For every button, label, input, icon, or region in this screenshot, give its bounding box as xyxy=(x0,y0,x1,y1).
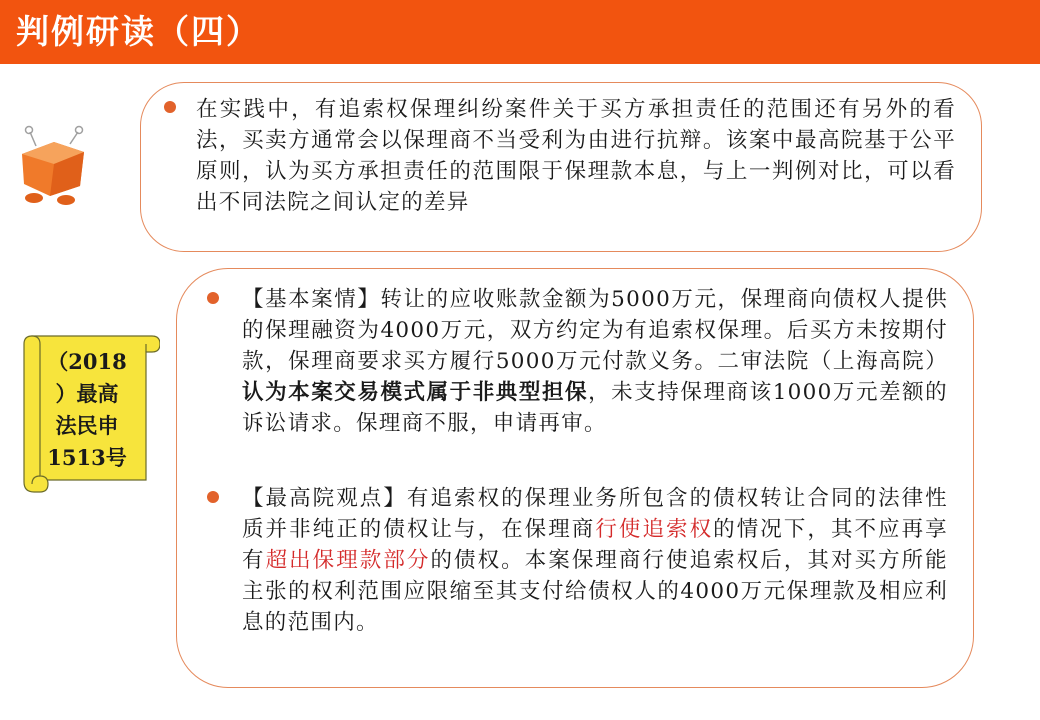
case-label-line: 法民申 xyxy=(55,413,119,438)
orange-box-mascot-icon xyxy=(14,124,96,206)
title-bar xyxy=(0,0,1040,64)
case-facts-text xyxy=(242,284,948,439)
facts-part2: ，未支持保理商该1000万元差额的诉讼请求。保理商不服，申请再审。 xyxy=(242,380,948,436)
opinion-part2: 的情况下，其不应再享有 xyxy=(242,517,948,573)
facts-part1: 【基本案情】转让的应收账款金额为5000万元，保理商向债权人提供的保理融资为4000万元，双方约定为有追索权保理。后买方未按期付款，保理商要求买方履行5000万元付款义务。二审法院（上海高院） xyxy=(242,287,948,374)
bullet-dot xyxy=(207,292,219,304)
intro-text: 在实践中，有追索权保理纠纷案件关于买方承担责任的范围还有另外的看法，买卖方通常会以保理商不当受利为由进行抗辩。该案中最高院基于公平原则，认为买方承担责任的范围限于保理款本息，与上一判例对比，可以看出不同法院之间认定的差异 xyxy=(196,97,956,215)
facts-bold: 认为本案交易模式属于非典型担保 xyxy=(242,380,589,405)
bullet-dot xyxy=(164,101,176,113)
case-label-line: 1513号 xyxy=(47,445,127,470)
opinion-part3: 的债权。本案保理商行使追索权后，其对买方所能主张的权利范围应限缩至其支付给债权人的4000万元保理款及相应利息的范围内。 xyxy=(242,548,948,635)
bullet-dot xyxy=(207,491,219,503)
opinion-highlight1: 行使追索权 xyxy=(595,517,714,542)
opinion-part1: 【最高院观点】有追索权的保理业务所包含的债权转让合同的法律性质并非纯正的债权让与，在保理商 xyxy=(242,486,948,542)
case-label-line: ）最高 xyxy=(55,381,119,406)
page-title: 判例研读（四） xyxy=(16,12,261,51)
case-label-line: （2018 xyxy=(47,349,127,374)
court-opinion-text xyxy=(242,483,948,638)
case-number-label xyxy=(42,346,132,474)
opinion-highlight2: 超出保理款部分 xyxy=(265,548,431,573)
